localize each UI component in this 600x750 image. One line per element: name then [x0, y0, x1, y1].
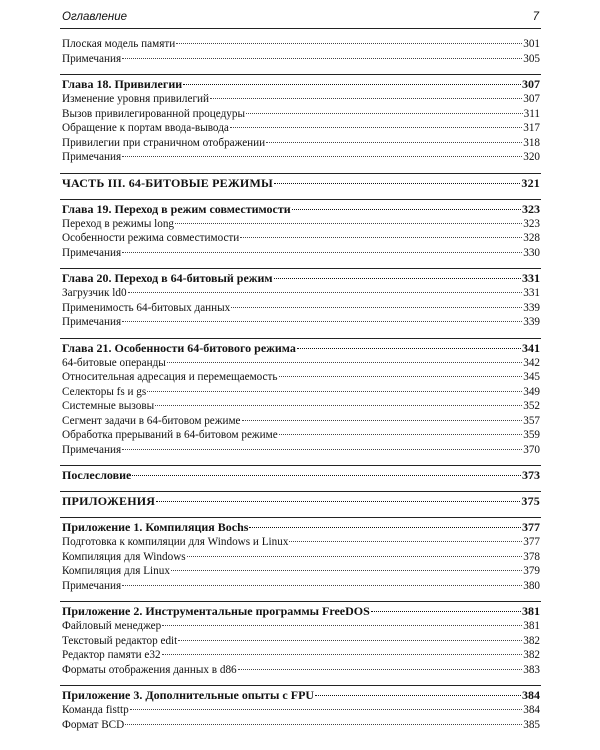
toc-entry-page: 381	[523, 620, 540, 632]
toc-chapter	[60, 685, 541, 703]
dot-leader	[242, 420, 523, 421]
toc-entry-title: Особенности режима совместимости	[62, 232, 240, 244]
toc-entry-title: Плоская модель памяти	[62, 38, 176, 50]
dot-leader	[155, 405, 522, 406]
toc-entry	[60, 356, 541, 371]
toc-entry	[60, 385, 541, 400]
dot-leader	[132, 475, 521, 476]
toc-part	[60, 173, 541, 191]
toc-entry-page: 339	[523, 301, 540, 314]
toc-entry-title: Команда fisttp	[62, 704, 129, 716]
toc-entry-title: Файловый менеджер	[62, 620, 162, 632]
toc-entry-page: 357	[523, 414, 540, 427]
toc-entry-page: 377	[522, 520, 540, 534]
toc-entry-page: 330	[523, 246, 540, 259]
dot-leader	[279, 376, 523, 377]
toc-entry-page: 331	[523, 287, 540, 299]
dot-leader	[238, 669, 523, 670]
toc-entry-title: Привилегии при страничном отображении	[62, 136, 266, 149]
toc-entry-page: 320	[523, 151, 540, 163]
toc-entry-title: Приложение 2. Инструментальные программы FreeDOS	[62, 604, 370, 618]
dot-leader	[371, 611, 521, 612]
dot-leader	[122, 252, 522, 253]
toc-entry-title: Изменение уровня привилегий	[62, 93, 210, 105]
toc-entry	[60, 399, 541, 414]
dot-leader	[249, 527, 521, 528]
toc-entry	[60, 428, 541, 443]
table-of-contents	[60, 37, 541, 732]
toc-chapter	[60, 517, 541, 535]
toc-entry-title: Примечания	[62, 151, 122, 163]
dot-leader	[231, 307, 522, 308]
dot-leader	[292, 209, 521, 210]
toc-entry-title: Применимость 64-битовых данных	[62, 301, 231, 314]
toc-entry-page: 328	[523, 232, 540, 244]
toc-entry	[60, 246, 541, 261]
toc-entry-title: Примечания	[62, 316, 122, 328]
toc-entry-page: 378	[523, 550, 540, 563]
toc-entry-page: 331	[522, 271, 540, 285]
toc-entry-page: 380	[523, 579, 540, 592]
toc-entry	[60, 92, 541, 107]
toc-entry-title: Переход в режимы long	[62, 217, 175, 230]
dot-leader	[178, 640, 522, 641]
toc-entry	[60, 564, 541, 579]
toc-entry-page: 373	[522, 468, 540, 482]
toc-entry-page: 379	[523, 565, 540, 577]
toc-entry-title: Послесловие	[62, 468, 132, 482]
dot-leader	[122, 156, 522, 157]
dot-leader	[279, 434, 523, 435]
dot-leader	[274, 278, 521, 279]
toc-entry-title: ПРИЛОЖЕНИЯ	[62, 494, 156, 508]
toc-entry	[60, 443, 541, 458]
toc-entry-page: 307	[523, 93, 540, 105]
toc-entry-page: 301	[523, 38, 540, 50]
toc-chapter	[60, 338, 541, 356]
dot-leader	[162, 654, 523, 655]
toc-entry	[60, 315, 541, 330]
toc-chapter	[60, 199, 541, 217]
toc-entry	[60, 535, 541, 550]
toc-entry-title: Относительная адресация и перемещаемость	[62, 371, 278, 383]
toc-entry-page: 323	[523, 217, 540, 230]
dot-leader	[289, 541, 522, 542]
dot-leader	[230, 127, 522, 128]
dot-leader	[167, 362, 522, 363]
dot-leader	[240, 237, 522, 238]
toc-entry-title: Глава 20. Переход в 64-битовый режим	[62, 271, 273, 285]
toc-entry-title: Глава 18. Привилегии	[62, 77, 183, 91]
toc-entry-title: Загрузчик ld0	[62, 287, 127, 299]
dot-leader	[122, 449, 522, 450]
header-page-number: 7	[532, 11, 539, 23]
toc-entry-title: Компиляция для Windows	[62, 550, 186, 563]
running-header	[60, 10, 541, 29]
toc-entry	[60, 703, 541, 718]
header-title: Оглавление	[62, 11, 127, 23]
toc-entry	[60, 663, 541, 678]
toc-part	[60, 465, 541, 483]
toc-entry-title: Сегмент задачи в 64-битовом режиме	[62, 414, 241, 427]
toc-entry	[60, 121, 541, 136]
toc-entry-page: 311	[523, 107, 540, 120]
dot-leader	[175, 223, 522, 224]
toc-entry-title: Подготовка к компиляции для Windows и Linux	[62, 536, 289, 548]
toc-entry-page: 349	[523, 385, 540, 398]
dot-leader	[266, 142, 522, 143]
toc-entry-page: 352	[523, 400, 540, 412]
toc-entry-page: 341	[522, 340, 540, 355]
dot-leader	[183, 84, 521, 85]
toc-entry	[60, 579, 541, 594]
toc-entry-page: 318	[523, 136, 540, 149]
toc-entry-title: Примечания	[62, 52, 122, 65]
toc-entry-title: Селекторы fs и gs	[62, 385, 147, 398]
toc-entry-title: Примечания	[62, 246, 122, 259]
toc-entry	[60, 107, 541, 122]
dot-leader	[246, 113, 523, 114]
toc-entry-title: Вызов привилегированной процедуры	[62, 107, 245, 120]
toc-entry-page: 385	[523, 718, 540, 731]
toc-entry-page: 377	[523, 536, 540, 548]
toc-chapter	[60, 268, 541, 286]
toc-entry	[60, 619, 541, 634]
toc-entry-page: 382	[523, 634, 540, 647]
toc-entry	[60, 150, 541, 165]
toc-entry	[60, 37, 541, 52]
toc-entry	[60, 217, 541, 232]
toc-entry-page: 370	[523, 443, 540, 456]
toc-entry-title: ЧАСТЬ III. 64-БИТОВЫЕ РЕЖИМЫ	[62, 175, 273, 190]
toc-entry-page: 383	[523, 663, 540, 676]
dot-leader	[122, 321, 522, 322]
toc-entry-page: 339	[523, 316, 540, 328]
dot-leader	[147, 391, 522, 392]
toc-entry-page: 317	[523, 122, 540, 134]
toc-entry-page: 384	[522, 688, 540, 702]
dot-leader	[122, 585, 522, 586]
dot-leader	[171, 570, 522, 571]
toc-entry	[60, 634, 541, 649]
toc-entry	[60, 286, 541, 301]
toc-entry	[60, 718, 541, 733]
dot-leader	[210, 98, 522, 99]
toc-entry-title: Приложение 3. Дополнительные опыты с FPU	[62, 688, 315, 702]
toc-entry-title: Приложение 1. Компиляция Bochs	[62, 520, 249, 534]
dot-leader	[176, 43, 522, 44]
toc-entry	[60, 414, 541, 429]
toc-entry-page: 381	[522, 604, 540, 618]
toc-entry	[60, 370, 541, 385]
toc-entry	[60, 231, 541, 246]
dot-leader	[122, 58, 522, 59]
toc-entry-title: Текстовый редактор edit	[62, 634, 178, 647]
toc-part	[60, 491, 541, 509]
dot-leader	[156, 501, 520, 502]
toc-entry	[60, 136, 541, 151]
toc-chapter	[60, 601, 541, 619]
toc-entry-page: 323	[522, 201, 540, 216]
toc-entry-title: Глава 19. Переход в режим совместимости	[62, 201, 291, 216]
toc-entry-page: 382	[523, 649, 540, 661]
toc-entry-page: 307	[522, 77, 540, 91]
toc-entry-page: 384	[523, 704, 540, 716]
toc-entry-title: Формат BCD	[62, 718, 125, 731]
dot-leader	[297, 348, 521, 349]
dot-leader	[315, 695, 521, 696]
toc-entry	[60, 52, 541, 67]
dot-leader	[125, 724, 522, 725]
toc-entry	[60, 301, 541, 316]
toc-entry-title: Глава 21. Особенности 64-битового режима	[62, 340, 296, 355]
toc-entry-title: Форматы отображения данных в d86	[62, 663, 237, 676]
toc-entry-title: Редактор памяти e32	[62, 649, 161, 661]
toc-entry-page: 305	[523, 52, 540, 65]
toc-entry-page: 342	[523, 356, 540, 369]
dot-leader	[274, 183, 520, 184]
toc-entry-page: 321	[521, 175, 540, 190]
dot-leader	[128, 292, 523, 293]
dot-leader	[187, 556, 523, 557]
toc-entry-title: Обращение к портам ввода-вывода	[62, 122, 229, 134]
toc-entry-page: 345	[523, 371, 540, 383]
toc-chapter	[60, 74, 541, 92]
toc-entry-title: Примечания	[62, 579, 122, 592]
toc-entry-title: Компиляция для Linux	[62, 565, 170, 577]
dot-leader	[130, 709, 523, 710]
dot-leader	[162, 625, 522, 626]
toc-entry-title: 64-битовые операнды	[62, 356, 166, 369]
toc-entry-title: Примечания	[62, 443, 122, 456]
toc-entry-title: Обработка прерываний в 64-битовом режиме	[62, 429, 278, 441]
toc-entry-page: 375	[521, 494, 540, 508]
toc-entry	[60, 648, 541, 663]
toc-entry	[60, 550, 541, 565]
toc-entry-page: 359	[523, 429, 540, 441]
toc-entry-title: Системные вызовы	[62, 400, 155, 412]
